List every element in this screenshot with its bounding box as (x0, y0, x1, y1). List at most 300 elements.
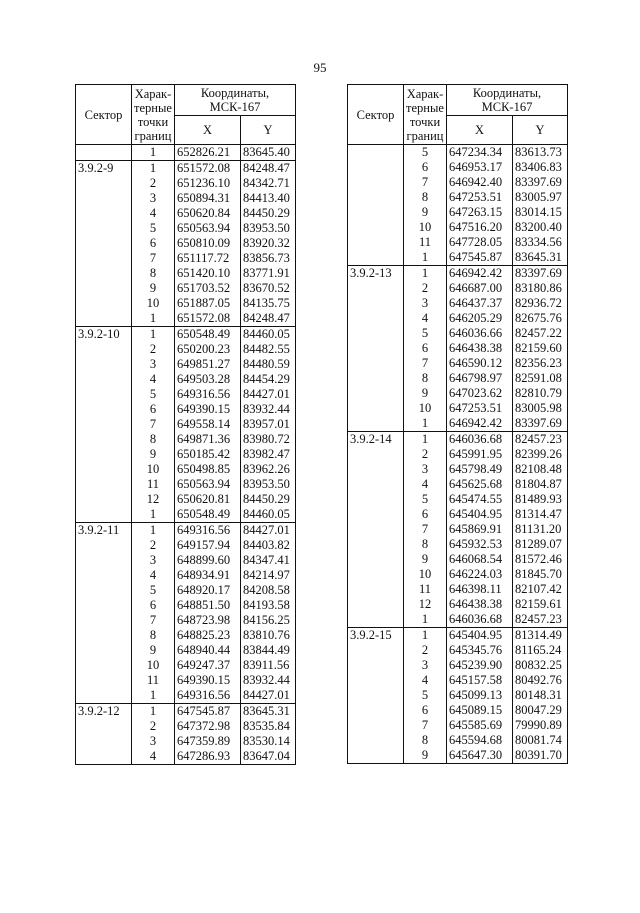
header-x: X (175, 116, 241, 145)
x-coordinate-cell: 651117.72 (175, 251, 241, 266)
sector-cell (348, 326, 404, 341)
x-coordinate-cell: 645239.90 (447, 658, 513, 673)
table-row (348, 371, 568, 386)
sector-cell: 3.9.2-14 (348, 432, 404, 448)
table-row (348, 205, 568, 220)
point-number-cell: 10 (132, 462, 175, 477)
table-row (76, 357, 296, 372)
x-coordinate-cell: 650498.85 (175, 462, 241, 477)
x-coordinate-cell: 647023.62 (447, 386, 513, 401)
point-number-cell: 6 (132, 236, 175, 251)
table-row (348, 145, 568, 161)
table-row (76, 447, 296, 462)
table-row (76, 523, 296, 539)
point-number-cell: 5 (404, 688, 447, 703)
y-coordinate-cell: 84482.55 (241, 342, 296, 357)
y-coordinate-cell: 84460.05 (241, 327, 296, 343)
point-number-cell: 8 (132, 432, 175, 447)
table-row (348, 628, 568, 644)
sector-cell (76, 583, 132, 598)
point-number-cell: 8 (404, 371, 447, 386)
y-coordinate-cell: 80492.76 (513, 673, 568, 688)
point-number-cell: 5 (404, 492, 447, 507)
sector-cell (348, 341, 404, 356)
sector-cell (348, 401, 404, 416)
table-row (76, 176, 296, 191)
point-number-cell: 10 (404, 401, 447, 416)
header-sector: Сектор (348, 85, 404, 145)
y-coordinate-cell: 83180.86 (513, 281, 568, 296)
sector-cell (348, 748, 404, 764)
table-row (348, 386, 568, 401)
table-row (348, 522, 568, 537)
sector-cell (348, 597, 404, 612)
point-number-cell: 7 (404, 356, 447, 371)
x-coordinate-cell: 648920.17 (175, 583, 241, 598)
table-row (76, 734, 296, 749)
table-row (348, 597, 568, 612)
x-coordinate-cell: 647234.34 (447, 145, 513, 161)
x-coordinate-cell: 645647.30 (447, 748, 513, 764)
sector-cell (76, 507, 132, 523)
x-coordinate-cell: 650200.23 (175, 342, 241, 357)
sector-cell (76, 598, 132, 613)
table-row (348, 537, 568, 552)
y-coordinate-cell: 84460.05 (241, 507, 296, 523)
point-number-cell: 3 (404, 462, 447, 477)
table-row (348, 356, 568, 371)
y-coordinate-cell: 83535.84 (241, 719, 296, 734)
point-number-cell: 11 (132, 673, 175, 688)
y-coordinate-cell: 82107.42 (513, 582, 568, 597)
y-coordinate-cell: 80148.31 (513, 688, 568, 703)
table-row (348, 748, 568, 764)
sector-cell (76, 613, 132, 628)
sector-cell (348, 220, 404, 235)
sector-cell (76, 734, 132, 749)
table-row (76, 296, 296, 311)
y-coordinate-cell: 82457.23 (513, 432, 568, 448)
sector-cell (76, 402, 132, 417)
table-row (76, 658, 296, 673)
y-coordinate-cell: 81165.24 (513, 643, 568, 658)
point-number-cell: 1 (132, 523, 175, 539)
y-coordinate-cell: 82399.26 (513, 447, 568, 462)
x-coordinate-cell: 645585.69 (447, 718, 513, 733)
y-coordinate-cell: 83962.26 (241, 462, 296, 477)
x-coordinate-cell: 649851.27 (175, 357, 241, 372)
x-coordinate-cell: 646036.68 (447, 432, 513, 448)
table-row (348, 507, 568, 522)
sector-cell (76, 176, 132, 191)
y-coordinate-cell: 82159.61 (513, 597, 568, 612)
sector-cell (76, 251, 132, 266)
table-row (348, 175, 568, 190)
y-coordinate-cell: 83647.04 (241, 749, 296, 765)
table-row (76, 387, 296, 402)
point-number-cell: 1 (404, 250, 447, 266)
table-row (348, 296, 568, 311)
y-coordinate-cell: 82457.22 (513, 326, 568, 341)
y-coordinate-cell: 83645.31 (513, 250, 568, 266)
x-coordinate-cell: 652826.21 (175, 145, 241, 161)
table-body-right (348, 145, 568, 764)
sector-cell (348, 673, 404, 688)
y-coordinate-cell: 83005.98 (513, 401, 568, 416)
sector-cell: 3.9.2-15 (348, 628, 404, 644)
header-y: Y (513, 116, 568, 145)
x-coordinate-cell: 648899.60 (175, 553, 241, 568)
sector-cell (76, 553, 132, 568)
sector-cell (76, 462, 132, 477)
sector-cell (348, 175, 404, 190)
y-coordinate-cell: 83932.44 (241, 673, 296, 688)
y-coordinate-cell: 84427.01 (241, 523, 296, 539)
y-coordinate-cell: 81289.07 (513, 537, 568, 552)
x-coordinate-cell: 651887.05 (175, 296, 241, 311)
x-coordinate-cell: 650810.09 (175, 236, 241, 251)
y-coordinate-cell: 83953.50 (241, 221, 296, 236)
y-coordinate-cell: 83530.14 (241, 734, 296, 749)
y-coordinate-cell: 83397.69 (513, 266, 568, 282)
table-row (76, 749, 296, 765)
table-row (76, 251, 296, 266)
y-coordinate-cell: 83613.73 (513, 145, 568, 161)
table-row (76, 568, 296, 583)
x-coordinate-cell: 647286.93 (175, 749, 241, 765)
table-row (76, 477, 296, 492)
sector-cell (348, 688, 404, 703)
x-coordinate-cell: 647545.87 (175, 704, 241, 720)
point-number-cell: 6 (404, 160, 447, 175)
x-coordinate-cell: 647728.05 (447, 235, 513, 250)
x-coordinate-cell: 650563.94 (175, 477, 241, 492)
point-number-cell: 2 (404, 643, 447, 658)
x-coordinate-cell: 645991.95 (447, 447, 513, 462)
sector-cell (348, 703, 404, 718)
point-number-cell: 1 (132, 145, 175, 161)
table-row (348, 416, 568, 432)
point-number-cell: 5 (132, 221, 175, 236)
sector-cell (76, 236, 132, 251)
y-coordinate-cell: 83932.44 (241, 402, 296, 417)
table-row (76, 372, 296, 387)
x-coordinate-cell: 648723.98 (175, 613, 241, 628)
y-coordinate-cell: 83844.49 (241, 643, 296, 658)
x-coordinate-cell: 648934.91 (175, 568, 241, 583)
table-row (76, 342, 296, 357)
y-coordinate-cell: 83645.40 (241, 145, 296, 161)
table-row (348, 311, 568, 326)
y-coordinate-cell: 84454.29 (241, 372, 296, 387)
sector-cell (76, 281, 132, 296)
y-coordinate-cell: 84248.47 (241, 161, 296, 177)
point-number-cell: 2 (404, 447, 447, 462)
y-coordinate-cell: 79990.89 (513, 718, 568, 733)
x-coordinate-cell: 650563.94 (175, 221, 241, 236)
sector-cell: 3.9.2-10 (76, 327, 132, 343)
table-row (76, 613, 296, 628)
x-coordinate-cell: 645798.49 (447, 462, 513, 477)
x-coordinate-cell: 646437.37 (447, 296, 513, 311)
y-coordinate-cell: 84427.01 (241, 387, 296, 402)
point-number-cell: 4 (132, 749, 175, 765)
x-coordinate-cell: 645869.91 (447, 522, 513, 537)
point-number-cell: 3 (404, 296, 447, 311)
header-points: Харак-терные точки границ (132, 85, 175, 145)
point-number-cell: 4 (132, 372, 175, 387)
point-number-cell: 9 (404, 552, 447, 567)
x-coordinate-cell: 649316.56 (175, 688, 241, 704)
y-coordinate-cell: 82356.23 (513, 356, 568, 371)
point-number-cell: 8 (404, 190, 447, 205)
sector-cell (348, 371, 404, 386)
y-coordinate-cell: 80832.25 (513, 658, 568, 673)
header-coords: Координаты, МСК-167 (175, 85, 296, 116)
x-coordinate-cell: 649390.15 (175, 402, 241, 417)
y-coordinate-cell: 81572.46 (513, 552, 568, 567)
table-row (348, 220, 568, 235)
sector-cell (76, 145, 132, 161)
x-coordinate-cell: 646036.68 (447, 612, 513, 628)
x-coordinate-cell: 647253.51 (447, 401, 513, 416)
y-coordinate-cell: 83980.72 (241, 432, 296, 447)
table-row (76, 507, 296, 523)
table-row (76, 402, 296, 417)
table-row (348, 401, 568, 416)
sector-cell (348, 643, 404, 658)
x-coordinate-cell: 645099.13 (447, 688, 513, 703)
table-row (76, 462, 296, 477)
point-number-cell: 4 (404, 673, 447, 688)
table-row (348, 447, 568, 462)
table-row (348, 658, 568, 673)
point-number-cell: 2 (132, 538, 175, 553)
y-coordinate-cell: 83670.52 (241, 281, 296, 296)
point-number-cell: 1 (132, 507, 175, 523)
point-number-cell: 1 (132, 161, 175, 177)
table-row (348, 477, 568, 492)
point-number-cell: 4 (404, 477, 447, 492)
point-number-cell: 3 (132, 191, 175, 206)
point-number-cell: 1 (404, 612, 447, 628)
y-coordinate-cell: 82675.76 (513, 311, 568, 326)
sector-cell (348, 356, 404, 371)
point-number-cell: 5 (132, 387, 175, 402)
sector-cell (348, 477, 404, 492)
sector-cell (76, 221, 132, 236)
table-row (348, 718, 568, 733)
sector-cell (348, 281, 404, 296)
table-row (76, 492, 296, 507)
sector-cell (348, 160, 404, 175)
y-coordinate-cell: 84193.58 (241, 598, 296, 613)
y-coordinate-cell: 83953.50 (241, 477, 296, 492)
point-number-cell: 1 (404, 628, 447, 644)
x-coordinate-cell: 648940.44 (175, 643, 241, 658)
point-number-cell: 7 (132, 417, 175, 432)
x-coordinate-cell: 648825.23 (175, 628, 241, 643)
table-row (76, 553, 296, 568)
x-coordinate-cell: 646953.17 (447, 160, 513, 175)
sector-cell (76, 719, 132, 734)
sector-cell (348, 462, 404, 477)
table-row (76, 628, 296, 643)
x-coordinate-cell: 646438.38 (447, 597, 513, 612)
sector-cell (76, 417, 132, 432)
y-coordinate-cell: 82810.79 (513, 386, 568, 401)
point-number-cell: 4 (404, 311, 447, 326)
sector-cell (348, 145, 404, 161)
header-coords: Координаты, МСК-167 (447, 85, 568, 116)
table-row (348, 688, 568, 703)
header-sector: Сектор (76, 85, 132, 145)
point-number-cell: 12 (404, 597, 447, 612)
y-coordinate-cell: 82591.08 (513, 371, 568, 386)
x-coordinate-cell: 647263.15 (447, 205, 513, 220)
page-number: 95 (313, 60, 327, 75)
x-coordinate-cell: 645404.95 (447, 628, 513, 644)
y-coordinate-cell: 83406.83 (513, 160, 568, 175)
x-coordinate-cell: 647545.87 (447, 250, 513, 266)
sector-cell (348, 733, 404, 748)
y-coordinate-cell: 80081.74 (513, 733, 568, 748)
table-row (76, 643, 296, 658)
sector-cell (348, 492, 404, 507)
x-coordinate-cell: 645404.95 (447, 507, 513, 522)
table-row (76, 161, 296, 177)
point-number-cell: 7 (404, 175, 447, 190)
x-coordinate-cell: 649390.15 (175, 673, 241, 688)
point-number-cell: 5 (132, 583, 175, 598)
table-row (348, 703, 568, 718)
x-coordinate-cell: 650620.84 (175, 206, 241, 221)
header-points: Харак-терные точки границ (404, 85, 447, 145)
point-number-cell: 2 (404, 281, 447, 296)
x-coordinate-cell: 645594.68 (447, 733, 513, 748)
x-coordinate-cell: 649871.36 (175, 432, 241, 447)
point-number-cell: 10 (404, 220, 447, 235)
y-coordinate-cell: 84413.40 (241, 191, 296, 206)
point-number-cell: 11 (132, 477, 175, 492)
table-row (76, 688, 296, 704)
point-number-cell: 2 (132, 176, 175, 191)
sector-cell (348, 250, 404, 266)
point-number-cell: 5 (404, 326, 447, 341)
y-coordinate-cell: 83005.97 (513, 190, 568, 205)
sector-cell (348, 567, 404, 582)
point-number-cell: 2 (132, 342, 175, 357)
y-coordinate-cell: 83771.91 (241, 266, 296, 281)
sector-cell (348, 537, 404, 552)
table-row (76, 281, 296, 296)
point-number-cell: 3 (132, 357, 175, 372)
x-coordinate-cell: 649247.37 (175, 658, 241, 673)
point-number-cell: 6 (132, 598, 175, 613)
sector-cell (348, 718, 404, 733)
point-number-cell: 7 (404, 718, 447, 733)
table-row (76, 327, 296, 343)
table-row (76, 704, 296, 720)
table-row (348, 341, 568, 356)
table-row (348, 432, 568, 448)
table-row (348, 552, 568, 567)
point-number-cell: 2 (132, 719, 175, 734)
point-number-cell: 8 (404, 537, 447, 552)
sector-cell (76, 432, 132, 447)
x-coordinate-cell: 646942.40 (447, 175, 513, 190)
x-coordinate-cell: 646798.97 (447, 371, 513, 386)
coordinates-table-right (347, 84, 568, 764)
x-coordinate-cell: 651236.10 (175, 176, 241, 191)
point-number-cell: 7 (132, 613, 175, 628)
point-number-cell: 6 (404, 507, 447, 522)
point-number-cell: 6 (132, 402, 175, 417)
point-number-cell: 1 (132, 327, 175, 343)
table-row (76, 206, 296, 221)
y-coordinate-cell: 80047.29 (513, 703, 568, 718)
sector-cell (76, 296, 132, 311)
sector-cell (76, 311, 132, 327)
x-coordinate-cell: 649316.56 (175, 387, 241, 402)
sector-cell (348, 447, 404, 462)
point-number-cell: 9 (404, 205, 447, 220)
point-number-cell: 3 (404, 658, 447, 673)
y-coordinate-cell: 83920.32 (241, 236, 296, 251)
y-coordinate-cell: 83911.56 (241, 658, 296, 673)
x-coordinate-cell: 649316.56 (175, 523, 241, 539)
point-number-cell: 9 (132, 447, 175, 462)
x-coordinate-cell: 647372.98 (175, 719, 241, 734)
point-number-cell: 1 (404, 266, 447, 282)
y-coordinate-cell: 83810.76 (241, 628, 296, 643)
y-coordinate-cell: 84214.97 (241, 568, 296, 583)
sector-cell (76, 568, 132, 583)
x-coordinate-cell: 651420.10 (175, 266, 241, 281)
table-row (348, 612, 568, 628)
sector-cell (76, 658, 132, 673)
point-number-cell: 6 (404, 341, 447, 356)
x-coordinate-cell: 649558.14 (175, 417, 241, 432)
y-coordinate-cell: 83645.31 (241, 704, 296, 720)
y-coordinate-cell: 83957.01 (241, 417, 296, 432)
table-row (348, 190, 568, 205)
point-number-cell: 10 (404, 567, 447, 582)
x-coordinate-cell: 646205.29 (447, 311, 513, 326)
point-number-cell: 9 (132, 643, 175, 658)
table-row (76, 191, 296, 206)
point-number-cell: 8 (132, 628, 175, 643)
y-coordinate-cell: 84480.59 (241, 357, 296, 372)
x-coordinate-cell: 650548.49 (175, 507, 241, 523)
x-coordinate-cell: 647516.20 (447, 220, 513, 235)
sector-cell (348, 235, 404, 250)
sector-cell (76, 387, 132, 402)
point-number-cell: 12 (132, 492, 175, 507)
sector-cell (348, 582, 404, 597)
sector-cell (348, 296, 404, 311)
point-number-cell: 10 (132, 658, 175, 673)
table-row (348, 266, 568, 282)
point-number-cell: 8 (132, 266, 175, 281)
x-coordinate-cell: 650894.31 (175, 191, 241, 206)
point-number-cell: 11 (404, 235, 447, 250)
x-coordinate-cell: 645932.53 (447, 537, 513, 552)
point-number-cell: 3 (132, 734, 175, 749)
y-coordinate-cell: 81131.20 (513, 522, 568, 537)
header-y: Y (241, 116, 296, 145)
x-coordinate-cell: 647359.89 (175, 734, 241, 749)
